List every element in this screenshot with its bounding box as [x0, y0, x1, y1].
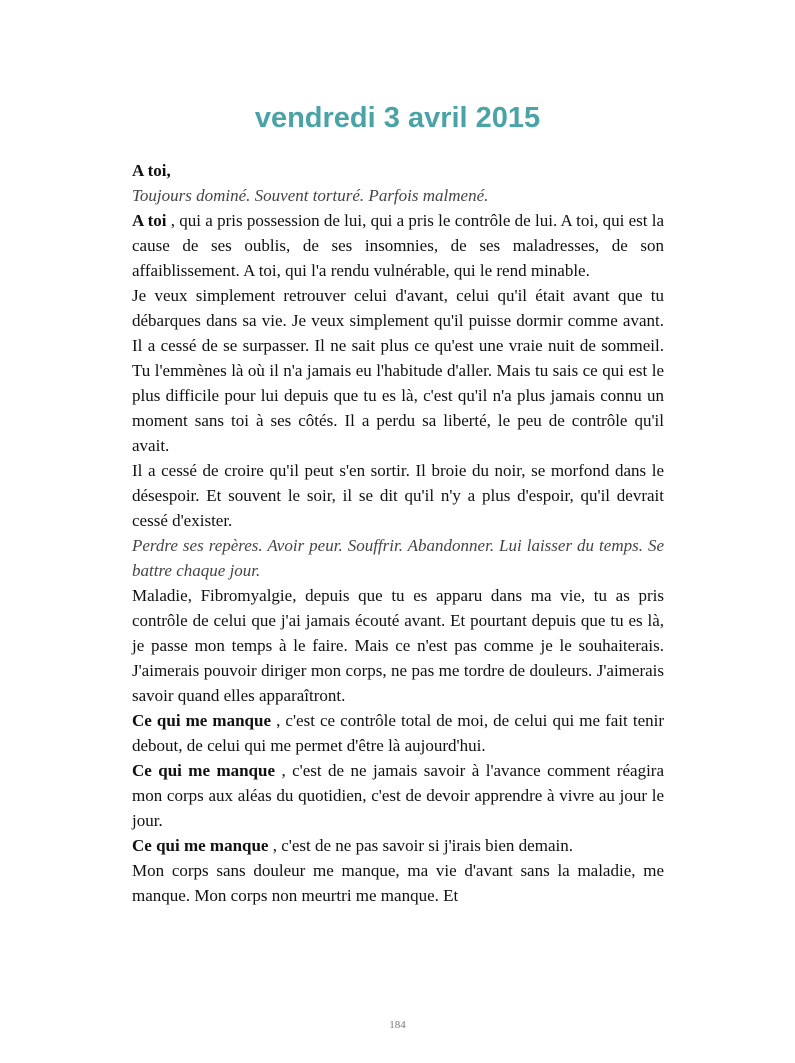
- paragraph: [132, 858, 664, 908]
- bold-lead: A toi,: [132, 161, 171, 180]
- paragraph-text: Je veux simplement retrouver celui d'avant, celui qu'il était avant que tu débarques dans sa vie. Je veux simplement qu'il puisse dormir comme avant. Il a cessé de se surpasser. Il ne sait plus ce qu'est une vraie nuit de sommeil. Tu l'emmènes là où il n'a jamais eu l'habitude d'aller. Mais tu sais ce qui est le plus difficile pour lui depuis que tu es là, c'est qu'il n'a plus jamais connu un moment sans toi à ses côtés. Il a perdu sa liberté, le peu de contrôle qu'il avait.: [132, 286, 664, 455]
- paragraph: [132, 458, 664, 533]
- paragraph: [132, 833, 664, 858]
- paragraph: [132, 708, 664, 758]
- italic-line: Toujours dominé. Souvent torturé. Parfois malmené.: [132, 186, 489, 205]
- paragraph-text: , qui a pris possession de lui, qui a pris le contrôle de lui. A toi, qui est la cause de ses oublis, de ses insomnies, de ses maladresses, de son affaiblissement. A toi, qui l'a rendu vulnérable, qui le rend minable.: [132, 211, 664, 280]
- paragraph-text: , c'est de ne jamais savoir à l'avance comment réagira mon corps aux aléas du quotidien, c'est de devoir apprendre à vivre au jour le jour.: [132, 761, 664, 830]
- paragraph: [132, 283, 664, 458]
- paragraph-text: Mon corps sans douleur me manque, ma vie d'avant sans la maladie, me manque. Mon corps non meurtri me manque. Et: [132, 861, 664, 905]
- bold-lead: Ce qui me manque: [132, 836, 269, 855]
- page-number: 184: [389, 1019, 406, 1031]
- paragraph-text: Il a cessé de croire qu'il peut s'en sortir. Il broie du noir, se morfond dans le désespoir. Et souvent le soir, il se dit qu'il n'y a plus d'espoir, qu'il devrait cessé d'exister.: [132, 461, 664, 530]
- page-title: vendredi 3 avril 2015: [254, 102, 541, 134]
- bold-lead: A toi: [132, 211, 167, 230]
- letter-body: [132, 158, 664, 908]
- salutation-paragraph: [132, 158, 664, 183]
- paragraph-text: , c'est de ne pas savoir si j'irais bien demain.: [268, 836, 573, 855]
- paragraph: [132, 583, 664, 708]
- paragraph-text: Maladie, Fibromyalgie, depuis que tu es apparu dans ma vie, tu as pris contrôle de celui que j'ai jamais écouté avant. Et pourtant depuis que tu es là, je passe mon temps à le faire. Mais ce n'est pas comme je le souhaiterais. J'aimerais pouvoir diriger mon corps, ne pas me tordre de douleurs. J'aimerais savoir quand elles apparaîtront.: [132, 586, 664, 705]
- bold-lead: Ce qui me manque: [132, 761, 276, 780]
- bold-lead: Ce qui me manque: [132, 711, 271, 730]
- paragraph-text: , c'est ce contrôle total de moi, de celui qui me fait tenir debout, de celui qui me permet d'être là aujourd'hui.: [132, 711, 664, 755]
- italic-line: Perdre ses repères. Avoir peur. Souffrir. Abandonner. Lui laisser du temps. Se battre chaque jour.: [132, 536, 664, 580]
- paragraph: [132, 208, 664, 283]
- paragraph: [132, 758, 664, 833]
